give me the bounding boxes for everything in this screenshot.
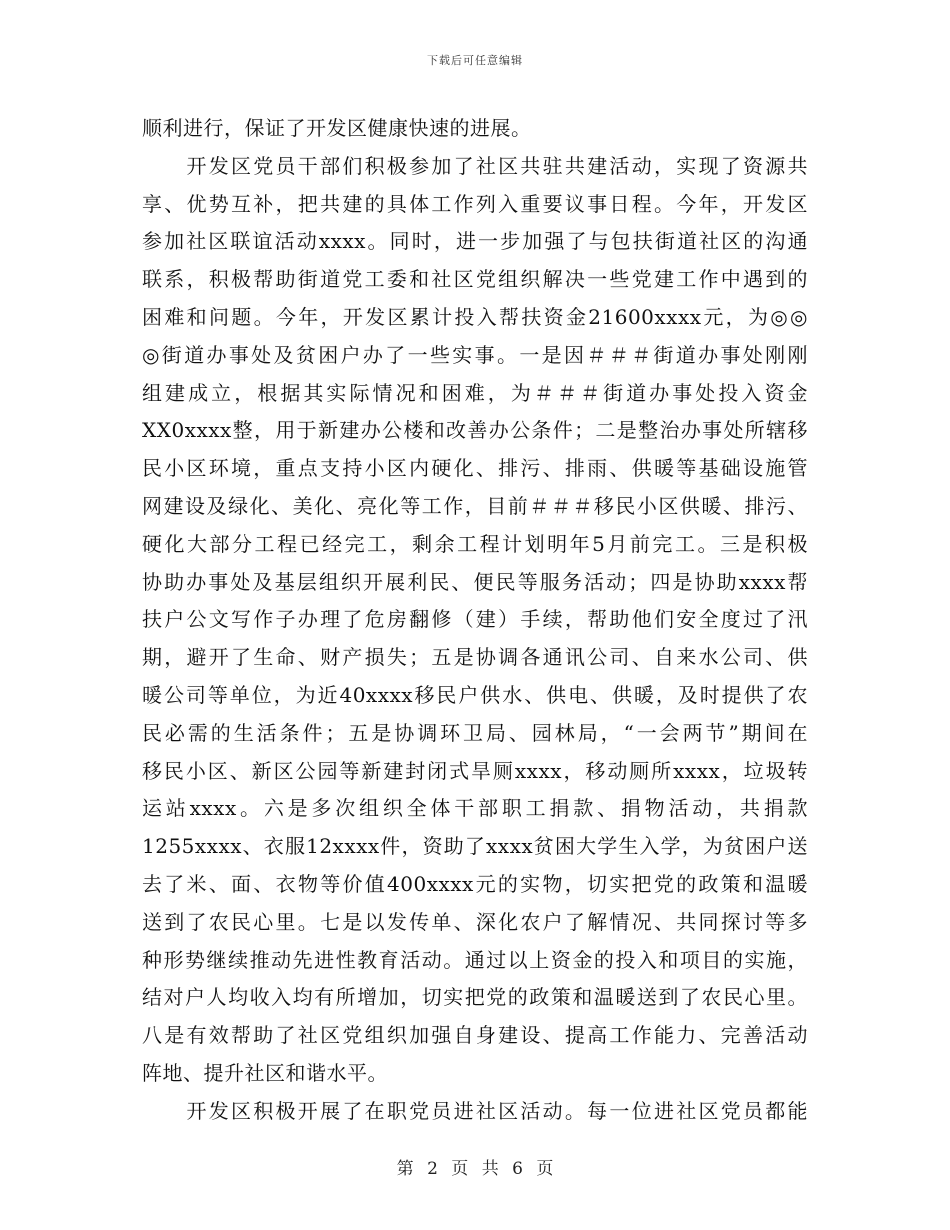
text-line: 1255xxxx、衣服12xxxx件，资助了xxxx贫困大学生入学，为贫困户送 [142,834,808,859]
text-line: 困难和问题。今年，开发区累计投入帮扶资金21600xxxx元，为◎◎ [142,304,808,329]
text-line: 期，避开了生命、财产损失；五是协调各通讯公司、自来水公司、供 [142,645,808,670]
text-line: 去了米、面、衣物等价值400xxxx元的实物，切实把党的政策和温暖 [142,871,808,896]
text-line: 种形势继续推动先进性教育活动。通过以上资金的投入和项目的实施， [142,947,808,972]
text-line: XX0xxxx整，用于新建办公楼和改善办公条件；二是整治办事处所辖移 [142,418,808,443]
text-line: 顺利进行，保证了开发区健康快速的进展。 [142,116,532,140]
text-line: 联系，积极帮助街道党工委和社区党组织解决一些党建工作中遇到的 [142,267,808,292]
text-line: 硬化大部分工程已经完工，剩余工程计划明年5月前完工。三是积极 [142,531,808,556]
text-line: 暖公司等单位，为近40xxxx移民户供水、供电、供暖，及时提供了农 [142,682,808,707]
text-line: 协助办事处及基层组织开展利民、便民等服务活动；四是协助xxxx帮 [142,569,808,594]
page-header: 下载后可任意编辑 [427,54,523,67]
text-line: 组建成立，根据其实际情况和困难，为＃＃＃街道办事处投入资金 [142,380,808,405]
text-line: 运站xxxx。六是多次组织全体干部职工捐款、捐物活动，共捐款 [142,796,808,821]
text-line: 阵地、提升社区和谐水平。 [142,1060,388,1085]
text-line: 开发区党员干部们积极参加了社区共驻共建活动，实现了资源共 [142,153,808,178]
text-line: 民必需的生活条件；五是协调环卫局、园林局，“一会两节”期间在 [142,720,808,745]
text-line: 送到了农民心里。七是以发传单、深化农户了解情况、共同探讨等多 [142,909,808,934]
document-body [142,110,808,1131]
text-line: 参加社区联谊活动xxxx。同时，进一步加强了与包扶街道社区的沟通 [142,229,808,254]
text-line: 享、优势互补，把共建的具体工作列入重要议事日程。今年，开发区 [142,191,808,216]
text-line: 移民小区、新区公园等新建封闭式旱厕xxxx，移动厕所xxxx，垃圾转 [142,758,808,783]
text-line: ◎街道办事处及贫困户办了一些实事。一是因＃＃＃街道办事处刚刚 [142,342,808,367]
text-line: 扶户公文写作子办理了危房翻修（建）手续，帮助他们安全度过了汛 [142,607,808,632]
text-line: 结对户人均收入均有所增加，切实把党的政策和温暖送到了农民心里。 [142,985,808,1010]
text-line: 八是有效帮助了社区党组织加强自身建设、提高工作能力、完善活动 [142,1023,808,1048]
page-footer: 第 2 页 共 6 页 [396,1159,554,1179]
text-line: 网建设及绿化、美化、亮化等工作，目前＃＃＃移民小区供暖、排污、 [142,493,808,518]
text-line: 开发区积极开展了在职党员进社区活动。每一位进社区党员都能 [142,1098,808,1123]
text-line: 民小区环境，重点支持小区内硬化、排污、排雨、供暖等基础设施管 [142,456,808,481]
